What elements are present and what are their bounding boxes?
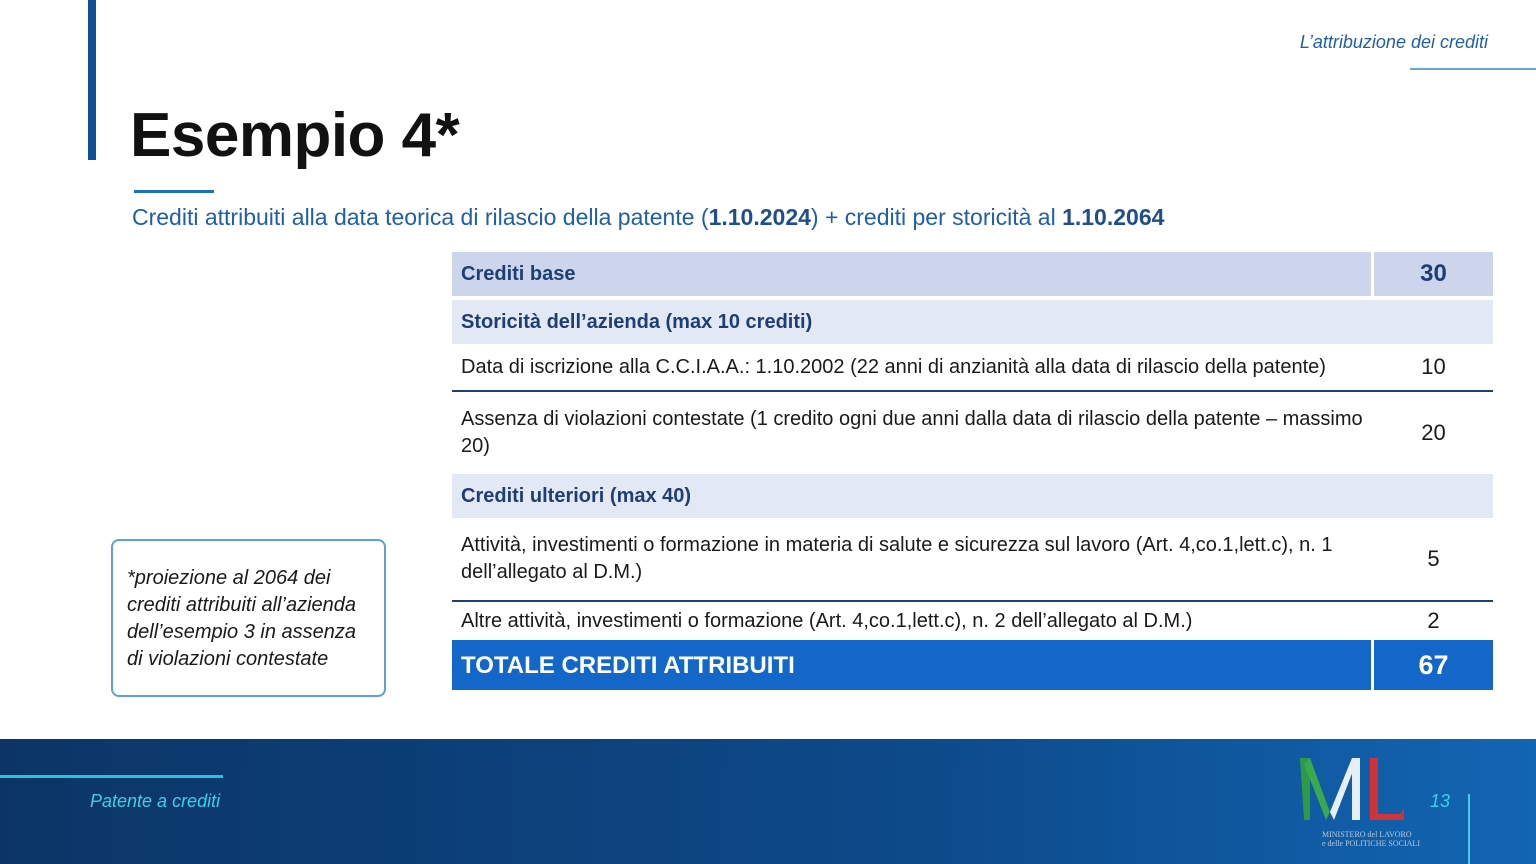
table-row xyxy=(452,344,1493,392)
logo-caption: MINISTERO del LAVORO e delle POLITICHE SOCIALI xyxy=(1322,830,1420,848)
credits-table xyxy=(452,252,1493,690)
page-title: Esempio 4* xyxy=(130,101,460,170)
footer-band xyxy=(0,739,1536,864)
total-label: TOTALE CREDITI ATTRIBUITI xyxy=(452,640,1371,690)
page-number: 13 xyxy=(1430,791,1451,811)
item-label: Attività, investimenti o formazione in materia di salute e sicurezza sul lavoro (Art. 4,co.1,lett.c), n. 1 dell’allegato al D.M.) xyxy=(461,534,1333,583)
subtitle-date-projection: 1.10.2064 xyxy=(1062,204,1165,230)
footer-accent-line xyxy=(0,775,223,778)
footer-label: Patente a crediti xyxy=(90,791,221,811)
table-section-ulteriori xyxy=(452,474,1493,518)
total-value: 67 xyxy=(1374,640,1493,690)
item-label: Altre attività, investimenti o formazione (Art. 4,co.1,lett.c), n. 2 dell’allegato al D.M.) xyxy=(461,609,1193,632)
item-value: 10 xyxy=(1421,354,1446,379)
title-underline xyxy=(134,190,214,193)
item-value: 5 xyxy=(1427,546,1440,571)
subtitle xyxy=(132,204,1164,231)
section-label: L’attribuzione dei crediti xyxy=(1299,32,1488,52)
section-ulteriori-label: Crediti ulteriori (max 40) xyxy=(461,484,692,507)
section-label-underline xyxy=(1410,68,1536,70)
subtitle-part2: ) + crediti per storicità al xyxy=(810,204,1063,230)
item-value: 20 xyxy=(1421,420,1446,445)
item-label: Data di iscrizione alla C.C.I.A.A.: 1.10.2002 (22 anni di anzianità alla data di rilascio della patente) xyxy=(461,355,1326,378)
table-row xyxy=(452,392,1493,474)
table-row xyxy=(452,602,1493,640)
item-value: 2 xyxy=(1427,608,1440,633)
table-row xyxy=(452,518,1493,602)
table-row-total xyxy=(452,640,1493,690)
subtitle-part1: Crediti attribuiti alla data teorica di rilascio della patente ( xyxy=(132,204,709,230)
footnote-box: *proiezione al 2064 dei crediti attribuiti all’azienda dell’esempio 3 in assenza di violazioni contestate xyxy=(111,539,386,697)
table-row-base xyxy=(452,252,1493,296)
base-credits-label: Crediti base xyxy=(452,252,1371,296)
subtitle-date-issue: 1.10.2024 xyxy=(708,204,811,230)
section-storicita-label: Storicità dell’azienda (max 10 crediti) xyxy=(461,310,813,333)
item-label: Assenza di violazioni contestate (1 credito ogni due anni dalla data di rilascio della patente – massimo 20) xyxy=(461,408,1363,457)
table-section-storicita xyxy=(452,300,1493,344)
ml-monogram-icon xyxy=(1296,754,1412,830)
page-number-line xyxy=(1468,794,1470,864)
left-accent-bar xyxy=(88,0,96,160)
ministry-logo xyxy=(1296,754,1420,852)
base-credits-value: 30 xyxy=(1374,252,1493,296)
